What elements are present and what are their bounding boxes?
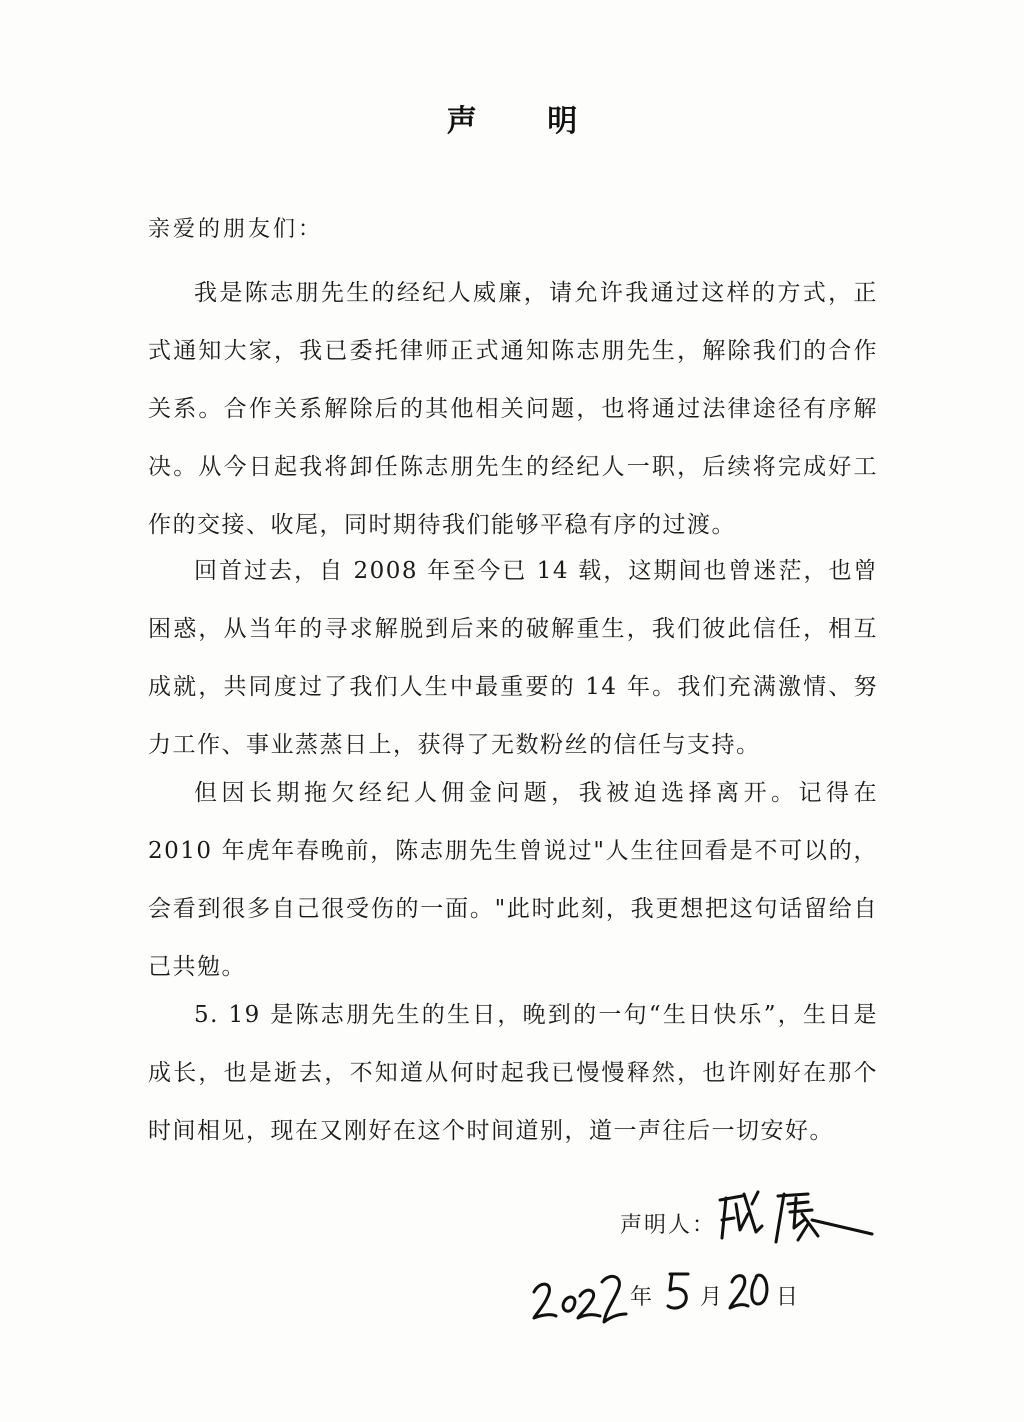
paragraph-3: 但因长期拖欠经纪人佣金问题，我被迫选择离开。记得在 2010 年虎年春晚前，陈志朋先生曾说过"人生往回看是不可以的，会看到很多自己很受伤的一面。"此时此刻，我更想把这句话留给自己共勉。: [148, 780, 878, 980]
date-year-unit: 年: [630, 1285, 653, 1310]
handwritten-signature: [712, 1180, 882, 1250]
document-title: 声 明: [446, 104, 608, 139]
paragraph-2: 回首过去，自 2008 年至今已 14 载，这期间也曾迷茫，也曾困惑，从当年的寻求解脱到后来的破解重生，我们彼此信任，相互成就，共同度过了我们人生中最重要的 14 年。我们充满激情、努力工作、事业蒸蒸日上，获得了无数粉丝的信任与支持。: [148, 558, 878, 758]
handwritten-day: [728, 1268, 774, 1314]
handwritten-month: [662, 1268, 698, 1314]
date-block: [530, 1262, 830, 1332]
handwritten-year: [530, 1262, 630, 1328]
salutation: 亲爱的朋友们：: [148, 217, 324, 242]
date-month-unit: 月: [700, 1285, 723, 1310]
paragraph-1: 我是陈志朋先生的经纪人威廉，请允许我通过这样的方式，正式通知大家，我已委托律师正式通知陈志朋先生，解除我们的合作关系。合作关系解除后的其他相关问题，也将通过法律途径有序解决。从今日起我将卸任陈志朋先生的经纪人一职，后续将完成好工作的交接、收尾，同时期待我们能够平稳有序的过渡。: [148, 280, 878, 538]
signature-label: 声明人：: [620, 1213, 717, 1238]
date-day-unit: 日: [776, 1285, 799, 1310]
signature-block: [620, 1180, 900, 1260]
paragraph-4: 5. 19 是陈志朋先生的生日，晚到的一句“生日快乐”，生日是成长，也是逝去，不知道从何时起我已慢慢释然，也许刚好在那个时间相见，现在又刚好在这个时间道别，道一声往后一切安好。: [148, 1002, 878, 1144]
